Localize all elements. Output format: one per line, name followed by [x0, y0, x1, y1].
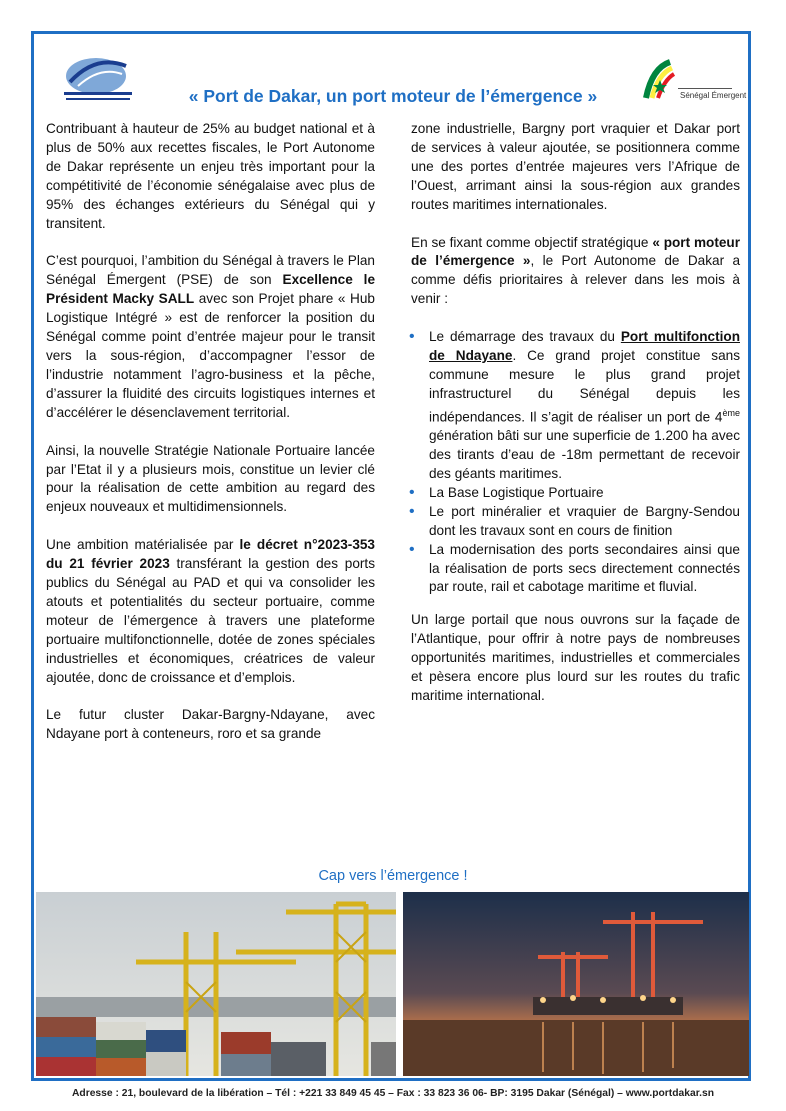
text: Le démarrage des travaux du — [429, 329, 621, 345]
list-item: • La modernisation des ports secondaires ainsi que la réalisation de ports secs directement connectés par route, rail et cabotage maritime et fluvial. — [429, 541, 740, 598]
text: Une ambition matérialisée par — [46, 537, 240, 553]
paragraph: Ainsi, la nouvelle Stratégie Nationale Portuaire lancée par l’Etat il y a plusieurs mois, constitue un levier clé pour la réalisation de cette ambition au regard des enjeux nouveaux et multidimensionnels. — [46, 442, 375, 515]
decree-reference: le décret n°2023-353 du 21 février 2023 — [46, 537, 375, 572]
footer-address: Adresse : 21, boulevard de la libération – Tél : +221 33 849 45 45 – Fax : 33 823 36 06- BP: 3195 Dakar (Sénégal) – www.portdakar.sn — [71, 1088, 715, 1099]
logo-right-text: Sénégal Émergent — [680, 91, 747, 100]
paragraph: Le futur cluster Dakar-Bargny-Ndayane, avec Ndayane port à conteneurs, roro et sa grande — [46, 707, 375, 742]
page-title: « Port de Dakar, un port moteur de l’émergence » — [188, 86, 598, 106]
text: , le Port Autonome de Dakar a comme défis prioritaires à relever dans les mois à venir : — [411, 253, 740, 307]
list-item: • La Base Logistique Portuaire — [429, 484, 740, 503]
text: En se fixant comme objectif stratégique — [411, 234, 653, 250]
paragraph: zone industrielle, Bargny port vraquier et Dakar port de services à valeur ajoutée, se positionnera comme une des portes d’entrée majeures vers l’Afrique de l’Ouest, arrimant ainsi la sous-région aux grandes routes maritimes internationales. — [411, 121, 740, 212]
text: transférant la gestion des ports publics du Sénégal au PAD et qui va consolider les atouts et potentialités du secteur portuaire, comme moteur de l’émergence à travers une plateforme portuaire multifonctionnelle, dotée de zones spéciales industrielles et économiques, créatrices de valeur ajoutée, donc de croissance et d’emplois. — [46, 556, 375, 685]
ndayane-port-link: Port multifonction de Ndayane — [429, 329, 740, 364]
text: avec son Projet phare « Hub Logistique Intégré » est de renforcer la position du Sénégal comme point d’entrée majeur pour le transit vers la sous-région, d’accompagner l’essor de l’industrie notamment l’agro-business et la pêche, d’assurer la fluidité des circuits logistiques internes et d’accélérer le désenclavement territorial. — [46, 291, 375, 420]
strategic-objective: « port moteur de l’émergence » — [411, 234, 741, 269]
left-column — [46, 120, 375, 763]
text: génération bâti sur une superficie de 1.200 ha avec des tirants d’eau de -18m permettant de recevoir des géants maritimes. — [429, 428, 740, 482]
paragraph — [46, 536, 375, 687]
paragraph: Contribuant à hauteur de 25% au budget national et à plus de 50% aux recettes fiscales, le Port Autonome de Dakar représente un enjeu très important pour la compétitivité de l’économie sénégalaise avec plus de 95% des échanges extérieurs du Sénégal qui y transitent. — [46, 121, 375, 231]
superscript: ème — [722, 407, 740, 418]
port-cranes-day-photo — [36, 892, 396, 1076]
port-cranes-night-photo — [403, 892, 749, 1076]
text: . Ce grand projet constitue sans commune mesure le plus grand projet infrastructurel du Sénégal depuis les indépendances. Il s’agit de réaliser un port de 4 — [429, 348, 740, 425]
text: C’est pourquoi, l’ambition du Sénégal à travers le Plan Sénégal Émergent (PSE) de son — [46, 253, 375, 288]
priorities-list — [411, 328, 740, 597]
president-name: Excellence le Président Macky SALL — [46, 272, 375, 307]
paragraph — [46, 252, 375, 422]
list-item: • Le port minéralier et vraquier de Bargny-Sendou dont les travaux sont en cours de finition — [429, 503, 740, 541]
caption: Cap vers l’émergence ! — [318, 868, 468, 884]
list-item — [429, 328, 740, 484]
paragraph: Un large portail que nous ouvrons sur la façade de l’Atlantique, pour offrir à notre pays de nombreuses opportunités maritimes, industrielles et commerciales et pèsera encore plus lourd sur les routes du trafic maritime international. — [411, 612, 740, 703]
right-column — [411, 120, 740, 725]
paragraph — [411, 234, 740, 310]
